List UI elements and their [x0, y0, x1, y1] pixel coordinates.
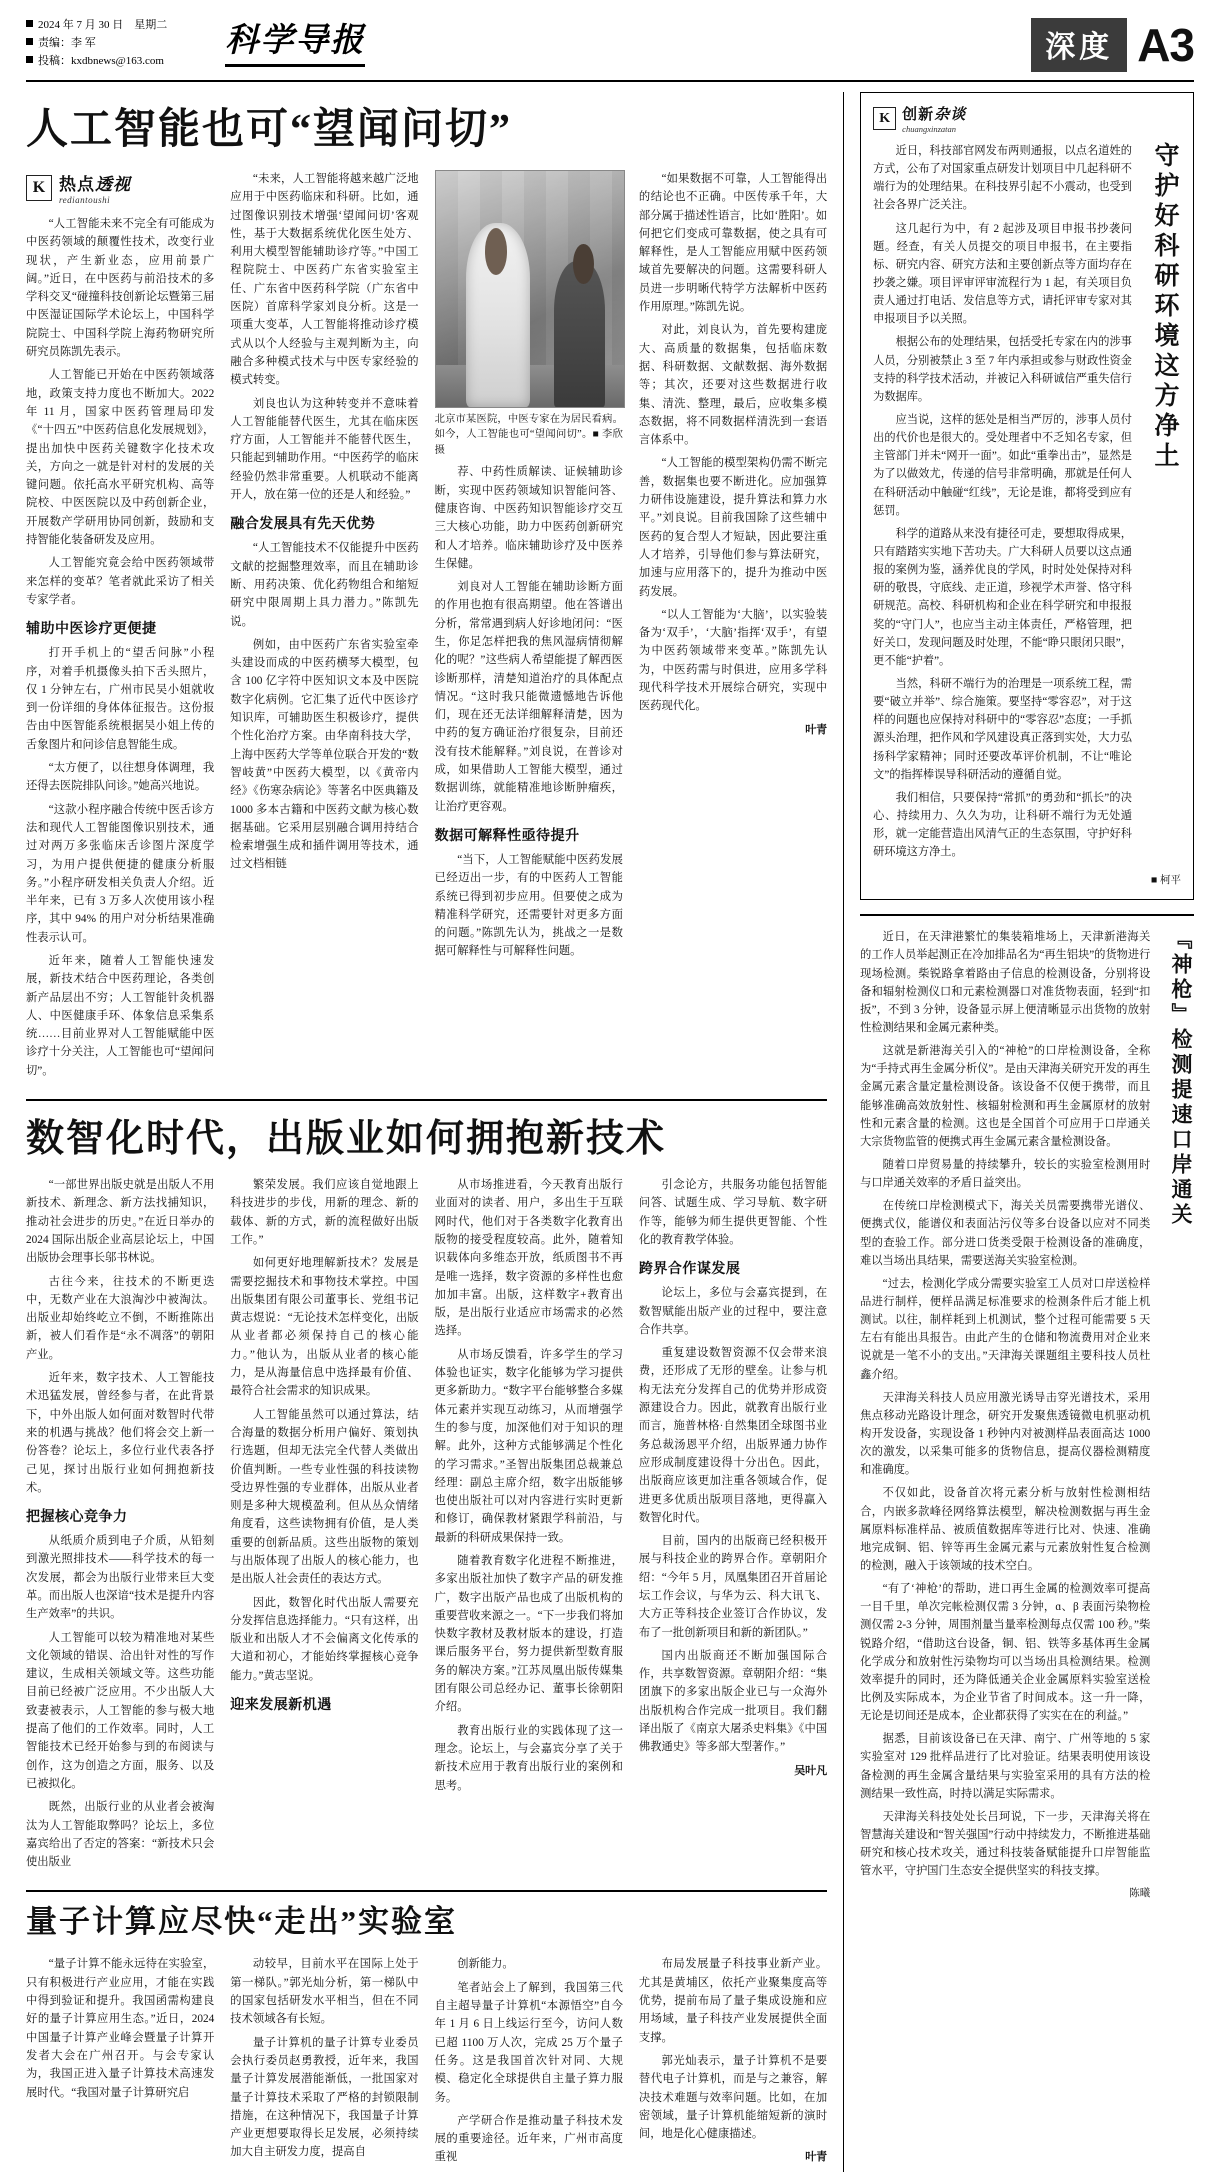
paragraph: 天津海关科技人员应用激光诱导击穿光谱技术，采用焦点移动光路设计理念，研究开发聚焦透镜微电机驱动机构开发设备，实现设备 1 秒钟内对被测样品表面高达 1000 次的激发，以采集可能多的货物信息，提高仪器检测精度和准确度。 [860, 1391, 1151, 1477]
masthead-logo-wrap [167, 14, 1031, 65]
paragraph: 教育出版行业的实践体现了这一理念。论坛上，与会嘉宾分享了关于新技术应用于教育出版行业的案例和思考。 [434, 1724, 623, 1792]
sidebar1-text [873, 142, 1132, 866]
photo-caption: 北京市某医院，中医专家在为居民看病。如今，人工智能也可“望闻问切”。■ 李欣摄 [434, 414, 623, 456]
article3-headline: 量子计算应尽快“走出”实验室 [26, 1904, 457, 1940]
sidebar-innovation-commentary [860, 92, 1194, 900]
paragraph: 繁荣发展。我们应该自觉地跟上科技进步的步伐，用新的理念、新的载体、新的方式，新的流程做好出版工作。” [230, 1179, 419, 1246]
sidebar1-vertical-headline: 守护好科研环境这方净土 [1151, 142, 1178, 472]
paragraph: 近年来，随着人工智能快速发展，新技术结合中医药理论，各类创新产品层出不穷；人工智能针灸机器人、中医健康手环、体象信息采集系统……目前业界对人工智能赋能中医诊疗十分关注，人工智能也可“望闻问切”。 [26, 954, 215, 1077]
paragraph: “未来，人工智能将越来越广泛地应用于中医药临床和科研。比如，通过图像识别技术增强‘望闻问切’客观性，基于大数据系统优化医生处方、利用大模型智能辅助诊疗等。”中国工程院院士、中医药广东省实验室主任、广东省中医药科学院（广东省中医院）首席科学家刘良分析。这是一项重大变革，人工智能将推动诊疗模式从以个人经验与主观判断为主，向融合多种模式技术与中医专家经验的模式转变。 [230, 173, 419, 387]
paragraph: 从纸质介质到电子介质，从铅刻到激光照排技术——科学技术的每一次发展，都会为出版行业带来巨大变革。而出版人也深谙“技术是提升内容生产效率”的共识。 [26, 1535, 215, 1621]
paragraph: 既然，出版行业的从业者会被淘汰为人工智能取弊吗？论坛上，多位嘉宾给出了否定的答案：“新技术只会使出版业 [26, 1801, 215, 1869]
article1-col-4 [639, 170, 827, 1085]
paragraph: 天津海关科技处处长吕珂说，下一步，天津海关将在智慧海关建设和“智关强国”行动中持续发力，不断推进基础研究和核心技术攻关，通过科技装备赋能提升口岸智能监管水平，守护国门生态安全提供坚实的科技支撑。 [860, 1810, 1151, 1878]
paragraph: 当然，科研不端行为的治理是一项系统工程，需要“破立并举”、综合施策。要坚持“零容忍”，对于这样的问题也应保持对科研中的“零容忍”态度；一手抓源头治理，把作风和学风建设真正落到实处，大力弘扬科学家精神；同时还要改革评价机制，不让“唯论文”的指挥棒误导科研活动的遵循自觉。 [873, 677, 1132, 781]
paragraph: “人工智能的模型架构仍需不断完善，数据集也要不断进化。应加强算力研伟设施建设，提升算法和算力水平。”刘良说。目前我国除了这些辅中医药的复合型人才短缺，因此要注重人才培养，引导他们参与算法研究，加速与应用落下的，提升为推动中医药发展。 [638, 457, 828, 598]
paragraph: “当下，人工智能赋能中医药发展已经迈出一步，有的中医药人工智能系统已得到初步应用。但要使之成为精准科学研究，还需要针对更多方面的问题。”陈凯先认为，挑战之一是数据可解释性与可解释性问题。 [434, 853, 623, 958]
section-badge: 深度 [1031, 18, 1127, 72]
paragraph: 对此，刘良认为，首先要构建庞大、高质量的数据集，包括临床数据、科研数据、文献数据、海外数据等；其次，还要对这些数据进行收集、清洗、整理，最后，应收集多模态数据，将不同数据样清洗到一套语言体系中。 [638, 324, 828, 447]
paragraph: 随着口岸贸易量的持续攀升，较长的实验室检测用时与口岸通关效率的矛盾日益突出。 [860, 1159, 1151, 1190]
paragraph: “以人工智能为‘大脑’，以实验装备为‘双手’，‘大脑’指挥‘双手’，有望为中医药领域带来变革。”陈凯先认为，中医药需与时俱进，应用多学科现代科学技术开展综合研究，实现中医药现代化。 [638, 608, 828, 713]
paragraph: 人工智能虽然可以通过算法，结合海量的数据分析用户偏好、策划执行选题，但却无法完全代替人类做出价值判断。一些专业性强的科技读物受边界性强的专业群体，出版从业者则是多种大规模盈利。但从丛众情绪角度看，这些读物拥有价值，是人类重要的创新品质。这些出版物的策划与出版体现了出版人的核心能力，也是出版人社会责任的表达方式。 [230, 1408, 419, 1586]
article3-col-1 [26, 1955, 214, 2171]
right-zone [843, 92, 1194, 2172]
paragraph: 人工智能究竟会给中医药领域带来怎样的变革？笔者就此采访了相关专家学者。 [26, 557, 215, 606]
sidebar-shenqiang [860, 928, 1194, 1900]
paragraph: 布局发展量子科技事业新产业。尤其是黄埔区，依托产业聚集度高等优势，提前布局了量子集成设施和应用场域，量子科技产业发展提供全面支撑。 [638, 1958, 828, 2044]
paragraph: 从市场反馈看，许多学生的学习体验也证实，数字化能够为学习提供更多新助力。“数字平台能够整合多媒体元素并实现互动练习，从而增强学生的参与度，加深他们对于知识的理解。此外，这种方式能够满足个性化的学习需求。”圣智出版集团总裁兼总经理：副总主席介绍，数字出版能够也使出版社可以对内容进行实时更新和修订，确保教材紧跟学科前沿，与最新的科研成果保持一致。 [434, 1348, 623, 1544]
page-body [26, 92, 1194, 2172]
divider [860, 914, 1194, 916]
paragraph: 产学研合作是推动量子科技术发展的重要途径。近年来，广州市高度重视 [434, 2114, 623, 2164]
paragraph: “过去，检测化学成分需要实验室工人员对口岸送检样品进行制样，便样品满足标准要求的检测条件后才能上机测试。以往，制样耗到上机测试，整个过程可能需要 5 天左右有能出具报告。由此产生的仓储和物流费用对企业来说就是一笔不小的支出。”天津海关课题组主要科技人员杜鑫介绍。 [860, 1277, 1151, 1381]
paragraph: 这几起行为中，有 2 起涉及项目申报书抄袭问题。经查，有关人员提交的项目申报书，在主要指标、研究内容、研究方法和主要创新点等方面均存在抄袭之嫌。项目评审评审流程行为 1 起，有关项目负责人通过打电话、发信息等方式，请托评审专家对其申报项目予以关照。 [873, 222, 1132, 326]
paragraph: 论坛上，多位与会嘉宾提到，在数智赋能出版产业的过程中，要注意合作共享。 [638, 1287, 828, 1336]
left-zone [26, 92, 843, 2172]
paragraph: 例如，由中医药广东省实验室牵头建设而成的中医药横琴大模型，包含 100 亿字符中医知识文本及中医院数字化病例。它汇集了近代中医诊疗知识库，可辅助医生积极诊疗，提供个性化治疗方案。由华南科技大学，上海中医药大学等单位联合开发的“数智岐黄”中医药大模型，以《黄帝内经》《伤寒杂病论》等著名中医典籍及1000 多本古籍和中医药文献为核心数据基础。它采用层别融合调用持结合检索增强生成和插件调用等技术，通过文档相链 [230, 638, 419, 871]
paragraph: 目前，国内的出版商已经积极开展与科技企业的跨界合作。章朝阳介绍：“今年 5 月，凤凰集团召开首届论坛工作会议，与华为云、科大讯飞、大方正等科技企业签订合作协议，发布了一批创新项目和新的新团队。” [638, 1535, 828, 1639]
sidebar1-author: ■ 柯平 [1151, 875, 1181, 887]
paragraph: 人工智能可以较为精准地对某些文化领域的错误、洽出针对性的写作建议，生成相关领域文等。这些功能目前已经被广泛应用。不少出版人大致妻被表示，人工智能的参与极大地提高了他们的工作效率。同时，人工智能技术已经开始参与到的布阅读与创作，这为创造之方面，服务、以及已被拟化。 [26, 1631, 215, 1790]
paragraph: 古往今来，往技术的不断更迭中，无数产业在大浪淘沙中被淘汰。出版业却始终屹立不倒，不断推陈出新，被人们看作是“永不凋落”的朝阳产业。 [26, 1275, 215, 1361]
article1-col-2 [230, 170, 418, 1085]
paragraph: 笔者站会上了解到，我国第三代自主超导量子计算机“本源悟空”自今年 1 月 6 日上线运行至今，访问人数已超 1100 万人次，完成 25 万个量子任务。这是我国首次针对同、大规模、稳定化全球提供自主量子算力服务。 [434, 1981, 623, 2104]
bullet-square-icon [26, 38, 33, 45]
article-publishing [26, 1107, 827, 1876]
photo-patient-head [573, 244, 594, 284]
article3-byline: 叶青 [805, 2151, 828, 2164]
article-quantum [26, 1896, 827, 2171]
paragraph: 荐、中药性质解读、证候辅助诊断，实现中医药领域知识智能问答、健康咨询、中医药知识智能诊疗交互三大核心功能，助力中医药创新研究和人才培养。临床辅助诊疗及中医养生保健。 [434, 466, 623, 570]
article1-photo-block [435, 170, 623, 458]
masthead [26, 14, 1194, 82]
paragraph: 在传统口岸检测模式下，海关关员需要携带光谱仪、便携式仪，能谱仪和表面沾污仪等多台设备以应对不同类型的查验工作。部分进口货类受限于检测设备的准确度，难以当场出具结果，需要送海关实验室检测。 [860, 1200, 1151, 1267]
tag-title: 创新杂谈 [902, 107, 967, 123]
paragraph: 近日，科技部官网发布两则通报，以点名道姓的方式，公布了对国家重点研发计划项目中几起科研不端行为的处理结果。在科技界引起不小震动，也受到社会各界广泛关注。 [873, 145, 1132, 212]
section-tag-hotspot [26, 170, 214, 205]
paragraph: 打开手机上的“望舌问脉”小程序，对着手机摄像头拍下舌头照片，仅 1 分钟左右，广州市民吴小姐就收到一份详细的身体体征报告。这份报告由中医智能系统根据吴小姐上传的舌象图片和问诊信息智能生成。 [26, 647, 215, 751]
paragraph: “量子计算不能永远待在实验室，只有积极进行产业应用，才能在实践中得到验证和提升。我国函需构建良好的量子计算应用生态。”近日，2024 中国量子计算产业峰会暨量子计算开发者大会在广州召开。与会专家认为，我国正进入量子计算技术高速发展时代。“我国对量子计算研究启 [26, 1958, 215, 2099]
paragraph: 国内出版商还不断加强国际合作，共享数智资源。章朝阳介绍：“集团旗下的多家出版企业已与一众海外出版机构合作完成一批项目。我们翻译出版了《南京大屠杀史料集》《中国佛教通史》等多部大型著作。” [638, 1649, 828, 1754]
article1-headline: 人工智能也可“望闻问切” [26, 107, 513, 153]
clinic-photo [435, 170, 625, 408]
paragraph: 人工智能已开始在中医药领域落地，政策支持力度也不断加大。2022 年 11 月，国家中医药管理局印发《“十四五”中医药信息化发展规划》，提出加快中医药关键数字化技术攻关，方向之一就是针对村的发展的关键问题。依托高水平研究机构、高等院校、中医医院以及中药创新企业，开展数产学研用协同创新，鼓励和支持智能化装备研发及应用。 [26, 369, 215, 547]
tag-k-icon: K [873, 107, 896, 130]
article2-byline: 吴叶凡 [794, 1764, 828, 1777]
publish-date: 2024 年 7 月 30 日 星期二 [38, 19, 168, 31]
subheading: 辅助中医诊疗更便捷 [26, 622, 157, 638]
paragraph: 应当说，这样的惩处是相当严厉的，涉事人员付出的代价也是很大的。受处理者中不乏知名专家，但主管部门并未“网开一面”。如此“重拳出击”，显然是为了以做效尤，传递的信号非常明确，那就是任何人在科研活动中触碰“红线”，无论是谁，都将受到应有惩罚。 [873, 413, 1132, 517]
paragraph: 刘良对人工智能在辅助诊断方面的作用也抱有很高期望。他在答谱出分析，常常遇到病人好诊地闭问：“医生，你足怎样把我的焦风湿病情彻解化的呢？”这些病人希望能提了解西医诊断那样，清楚知道治疗的具体配点情况。“这时我只能微遗憾地告诉他们，现在还无法详细解释清楚，因为中药的复方确证治疗很复杂，目前还没有技术能解释。”刘良说，在普诊对成，如果借助人工智能大模型，通过数据训练，就能精准地诊断肿瘤疾，让治疗更容观。 [434, 581, 623, 813]
paragraph: 动较早，目前水平在国际上处于第一梯队。”郭光灿分析，第一梯队中的国家包括研发水平相当，但在不同技术领域各有长短。 [230, 1958, 419, 2026]
divider [26, 1890, 827, 1892]
sidebar2-author: 陈曦 [1129, 1888, 1151, 1900]
article3-col-2 [230, 1955, 418, 2171]
bullet-square-icon [26, 56, 33, 63]
article-ai-tcm [26, 96, 827, 1085]
paragraph: 近年来，数字技术、人工智能技术迅猛发展，曾经参与者，在此背景下，中外出版人如何面对数智时代带来的机遇与挑战？他们将会交上新一份答卷？论坛上，多位行业代表各抒己见，探讨出版行业如何拥抱新技术。 [26, 1372, 215, 1494]
article2-columns [26, 1176, 827, 1876]
subheading: 迎来发展新机遇 [230, 1698, 332, 1714]
article3-columns [26, 1955, 827, 2171]
paragraph: 这就是新港海关引入的“神枪”的口岸检测设备，全称为“手持式再生金属分析仪”。是由天津海关研究开发的再生金属元素含量定量检测设备。该设备不仅便于携带，而且能够准确高效放射性、核辐射检测和再生金属原材的放射性和元素含量的检测。这也是全国首个可应用于口岸通关大宗货物监管的便携式再生金属元素含量检测设备。 [860, 1045, 1151, 1148]
sidebar1-body [873, 142, 1181, 866]
article3-col-4 [639, 1955, 827, 2171]
paragraph: “一部世界出版史就是出版人不用新技术、新理念、新方法找捕知识，推动社会进步的历史。”在近日举办的 2024 国际出版企业高层论坛上，中国出版协会理事长邬书林说。 [26, 1179, 215, 1265]
paragraph: 据悉，目前该设备已在天津、南宁、广州等地的 5 家实验室对 129 批样品进行了比对验证。结果表明使用该设备检测的再生金属含量结果与实验室采用的具有方法的检测结果一致性高，时持以满足实际需求。 [860, 1733, 1151, 1800]
paragraph: 近日，在天津港繁忙的集装箱堆场上，天津新港海关的工作人员举起测正在冷加排品名为“再生铝块”的货物进行现场检测。柴锐路拿着路由子信息的检测设备，分别将设备和辐射检测仪口和元素检测器口对准货物表面，轻到“扣扳”，不到 3 分钟，设备显示屏上便清晰显示出货物的放射性检测结果和金属元素种类。 [860, 931, 1151, 1035]
tag-pinyin: rediantoushi [59, 195, 111, 205]
divider [26, 1099, 827, 1101]
article2-col-4 [639, 1176, 827, 1876]
paragraph: 因此，数智化时代出版人需要充分发挥信息选择能力。“只有这样，出版业和出版人才不会偏离文化传承的大道和初心，才能始终掌握核心竞争能力。”黄志坚说。 [230, 1596, 419, 1682]
paragraph: “人工智能未来不完全有可能成为中医药领域的颠覆性技术，改变行业现状，产生新业态，应用前景广阔。”近日，在中医药与前沿技术的多学科交叉“碰撞科技创新论坛暨第三届中医湿证国际学术论坛上，中国科学院院士、中国科学院上海药物研究所研究员陈凯先表示。 [26, 218, 215, 359]
article2-col-1 [26, 1176, 214, 1876]
article1-col-3 [435, 170, 623, 1085]
subheading: 跨界合作谋发展 [638, 1262, 741, 1278]
article2-col-2 [230, 1176, 418, 1876]
article2-headline: 数智化时代，出版业如何拥抱新技术 [26, 1118, 667, 1161]
paragraph: 刘良也认为这种转变并不意味着人工智能能替代医生，尤其在临床医疗方面，人工智能并不能替代医生，只能起到辅助作用。“中医药学的临床经验仍然非常重要。人机联动不能离开人，放在第一位的还是人和经验。” [230, 397, 419, 502]
bullet-square-icon [26, 20, 33, 27]
paragraph: 引念论方，共服务功能包括智能问答、试题生成、学习导航、数字研作等，能够为师生提供更智能、个性化的教育教学体验。 [638, 1179, 828, 1246]
article2-col-3 [435, 1176, 623, 1876]
article3-col-3 [435, 1955, 623, 2171]
tag-pinyin: chuangxinzatan [902, 124, 956, 134]
subheading: 数据可解释性亟待提升 [434, 828, 580, 844]
sidebar2-text [860, 928, 1150, 1900]
paragraph: 如何更好地理解新技术？发展是需要挖掘技术和事物技术掌控。中国出版集团有限公司董事长、党组书记黄志煜说：“无论技术怎样变化，出版从业者都必须保持自己的核心能力。”他认为，出版从业者的核心能力，是从海量信息中选择最有价值、最符合社会需求的知识成果。 [230, 1257, 419, 1398]
submission-email: 投稿：kxdbnews@163.com [38, 55, 164, 68]
paragraph: 创新能力。 [457, 1958, 514, 1971]
paragraph: 重复建设数智资源不仅会带来浪费，还形成了无形的壁垒。让参与机构无法充分发挥自己的优势并形成资源建设合力。因此，就教育出版行业而言，施普林格·自然集团全球图书业务总裁汤恩平介绍，出版界通力协作应形成制度建设得十分出色。因此，出版商应该更加注重各领域合作，促进更多优质出版项目落地，更得赢入数智化时代。 [638, 1347, 828, 1524]
tag-title: 热点透视 [59, 175, 131, 194]
paragraph: “这款小程序融合传统中医舌诊方法和现代人工智能图像识别技术，通过对两万多张临床舌诊图片深度学习，为用户提供便捷的健康分析服务。”小程序研发相关负责人介绍。近半年来，已有 3 万多人次使用该小程序，其中 94% 的用户对分析结果准确性表示认可。 [26, 803, 215, 944]
paragraph: 科学的道路从来没有捷径可走，要想取得成果，只有踏踏实实地下苦功夫。广大科研人员要以这点通报的案例为鉴，涵养优良的学风，时时处处保持对科研的敬畏，守底线、走正道，珍视学术声誉、恪守科研规范。高校、科研机构和企业在科学研究和申报报奖的“守门人”，也应当主动主体责任，严格管理，把好关口，发现问题及时处理，不能“睁只眼闭只眼”，更不能“护着”。 [873, 527, 1132, 667]
paragraph: “有了‘神枪’的帮助，进口再生金属的检测效率可提高一目千里，单次完帐检测仅需 3 分钟，ɑ、β 表面污染物检测仅需 2-3 分钟，周围剂量当量率检测每点仅需 100 秒。”柴锐路介绍，“借助这台设备，铜、铝、铁等多基体再生金属化学成分和放射性污染物均可以当场出具检测结果。检测效率提升的同时，还为降低通关企业金属原料实验室送检比例及实际成本，为企业节省了时间成本。这一升一降，无论是切间还是成本，企业都获得了实实在在的利益。” [860, 1583, 1151, 1723]
newspaper-logo: 科学导报 [225, 14, 365, 65]
photo-doctor-head [485, 228, 508, 275]
section-tag-innovation [873, 103, 1181, 134]
article1-columns [26, 170, 827, 1085]
paragraph: 不仅如此，设备首次将元素分析与放射性检测相结合，内嵌多款峰径网络算法模型，解决检测数据与再生金属原料标准样品、被质值数据库等进行比对、快速、准确地完成铜、铝、锌等再生金属元素与元素放射性复合检测的检测，融入于该领域的技术空白。 [860, 1487, 1151, 1572]
paragraph: 从市场推进看，今天教育出版行业面对的读者、用户，多出生于互联网时代，他们对于各类数字化教育出版物的接受程度较高。此外，随着知识载体向多维态开放，纸质图书不再是唯一选择，数字资源的多样性也愈加加丰富。出版，这样数字+教育出版，是出版行业适应市场需求的必然选择。 [434, 1179, 623, 1338]
masthead-meta [26, 14, 167, 70]
sidebar2-vertical-headline: 『神枪』检测提速口岸通关 [1169, 928, 1193, 1229]
editor-name: 责编：李 军 [38, 37, 96, 50]
paragraph: “如果数据不可靠，人工智能得出的结论也不正确。中医传承千年，大部分属于描述性语言，比如‘胜阳’。如何把它们变成可靠数据，使之具有可解释性，是人工智能应用赋中医药领域首先要解决的问题。这需要科研人员进一步明晰代特学方法解析中医药作用原理。”陈凯先说。 [638, 173, 828, 314]
article1-col-1 [26, 170, 214, 1085]
tag-k-icon: K [26, 175, 52, 201]
paragraph: 根据公布的处理结果，包括受托专家在内的涉事人员，分别被禁止 3 至 7 年内承担或参与财政性资金支持的科学技术活动，并被记入科研诚信严重失信行为数据库。 [873, 336, 1132, 403]
paragraph: 量子计算机的量子计算专业委员会执行委员赵勇教授，近年来，我国量子计算发展潜能渐低，一批国家对量子计算技术采取了严格的封锁限制措施，在这种情况下，我国量子计算产业更想要取得长足发展，必须持续加大自主研发力度，提高自 [230, 2036, 419, 2159]
masthead-section-wrap [1031, 14, 1194, 72]
paragraph: 随着教育数字化进程不断推进，多家出版社加快了数字产品的研发推广，数字出版产品也成了出版机构的重要营收来源之一。“下一步我们将加快数字教材及教材版本的建设，打造课后服务平台，努力提供新型数育服务的解决方案。”江苏凤凰出版传媒集团有限公司总经办记、董事长徐朝阳介绍。 [434, 1555, 623, 1714]
paragraph: “人工智能技术不仅能提升中医药文献的挖掘整理效率，而且在辅助诊断、用药决策、优化药物组合和缩短研究中限周期上具力潜力。”陈凯先说。 [230, 542, 419, 628]
paragraph: 郭光灿表示，量子计算机不是要替代电子计算机，而是与之兼容，解决技术难题与效率问题。比如，在加密领域，量子计算机能缩短新的演时间，地是化心健康描述。 [638, 2054, 828, 2141]
page-number: A3 [1137, 19, 1194, 71]
subheading: 把握核心竞争力 [26, 1510, 128, 1526]
paragraph: 我们相信，只要保持“常抓”的勇劲和“抓长”的决心、持续用力、久久为功，让科研不端行为无处遁形，就一定能营造出风清气正的生态氛围，守护好科研环境这方净土。 [873, 791, 1132, 859]
subheading: 融合发展具有先天优势 [230, 517, 376, 533]
paragraph: “太方便了，以往想身体调理，我还得去医院排队问诊。”她高兴地说。 [26, 762, 215, 793]
article1-byline: 叶青 [805, 723, 828, 736]
